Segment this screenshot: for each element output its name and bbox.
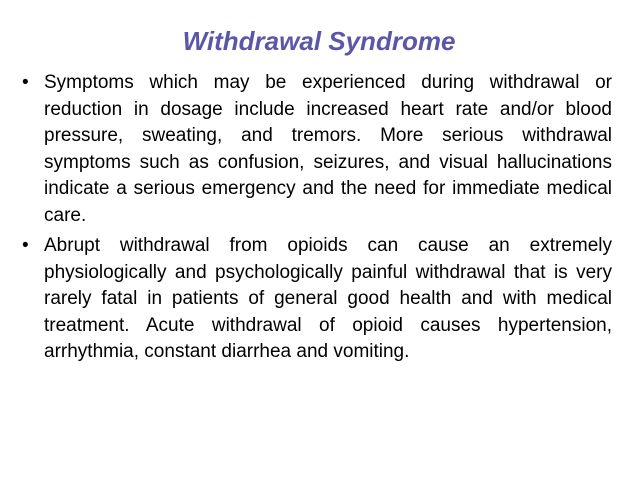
bullet-item-opioids — [22, 233, 612, 366]
slide-title: Withdrawal Syndrome — [182, 26, 456, 56]
bullet-item-symptoms — [22, 70, 612, 229]
bullet-dot-icon: • — [22, 72, 29, 93]
bullet-list — [22, 70, 612, 370]
bullet-dot-icon: • — [22, 235, 29, 256]
bullet-text: Symptoms which may be experienced during withdrawal or reduction in dosage include increased heart rate and/or blood pressure, sweating, and tremors. More serious withdrawal symptoms such as confusion, seizures, and visual hallucinations indicate a serious emergency and the need for immediate medical care. — [44, 72, 612, 226]
bullet-text: Abrupt withdrawal from opioids can cause an extremely physiologically and psychologically painful withdrawal that is very rarely fatal in patients of general good health and with medical treatment. Acute withdrawal of opioid causes hypertension, arrhythmia, constant diarrhea and vomiting. — [44, 235, 612, 362]
